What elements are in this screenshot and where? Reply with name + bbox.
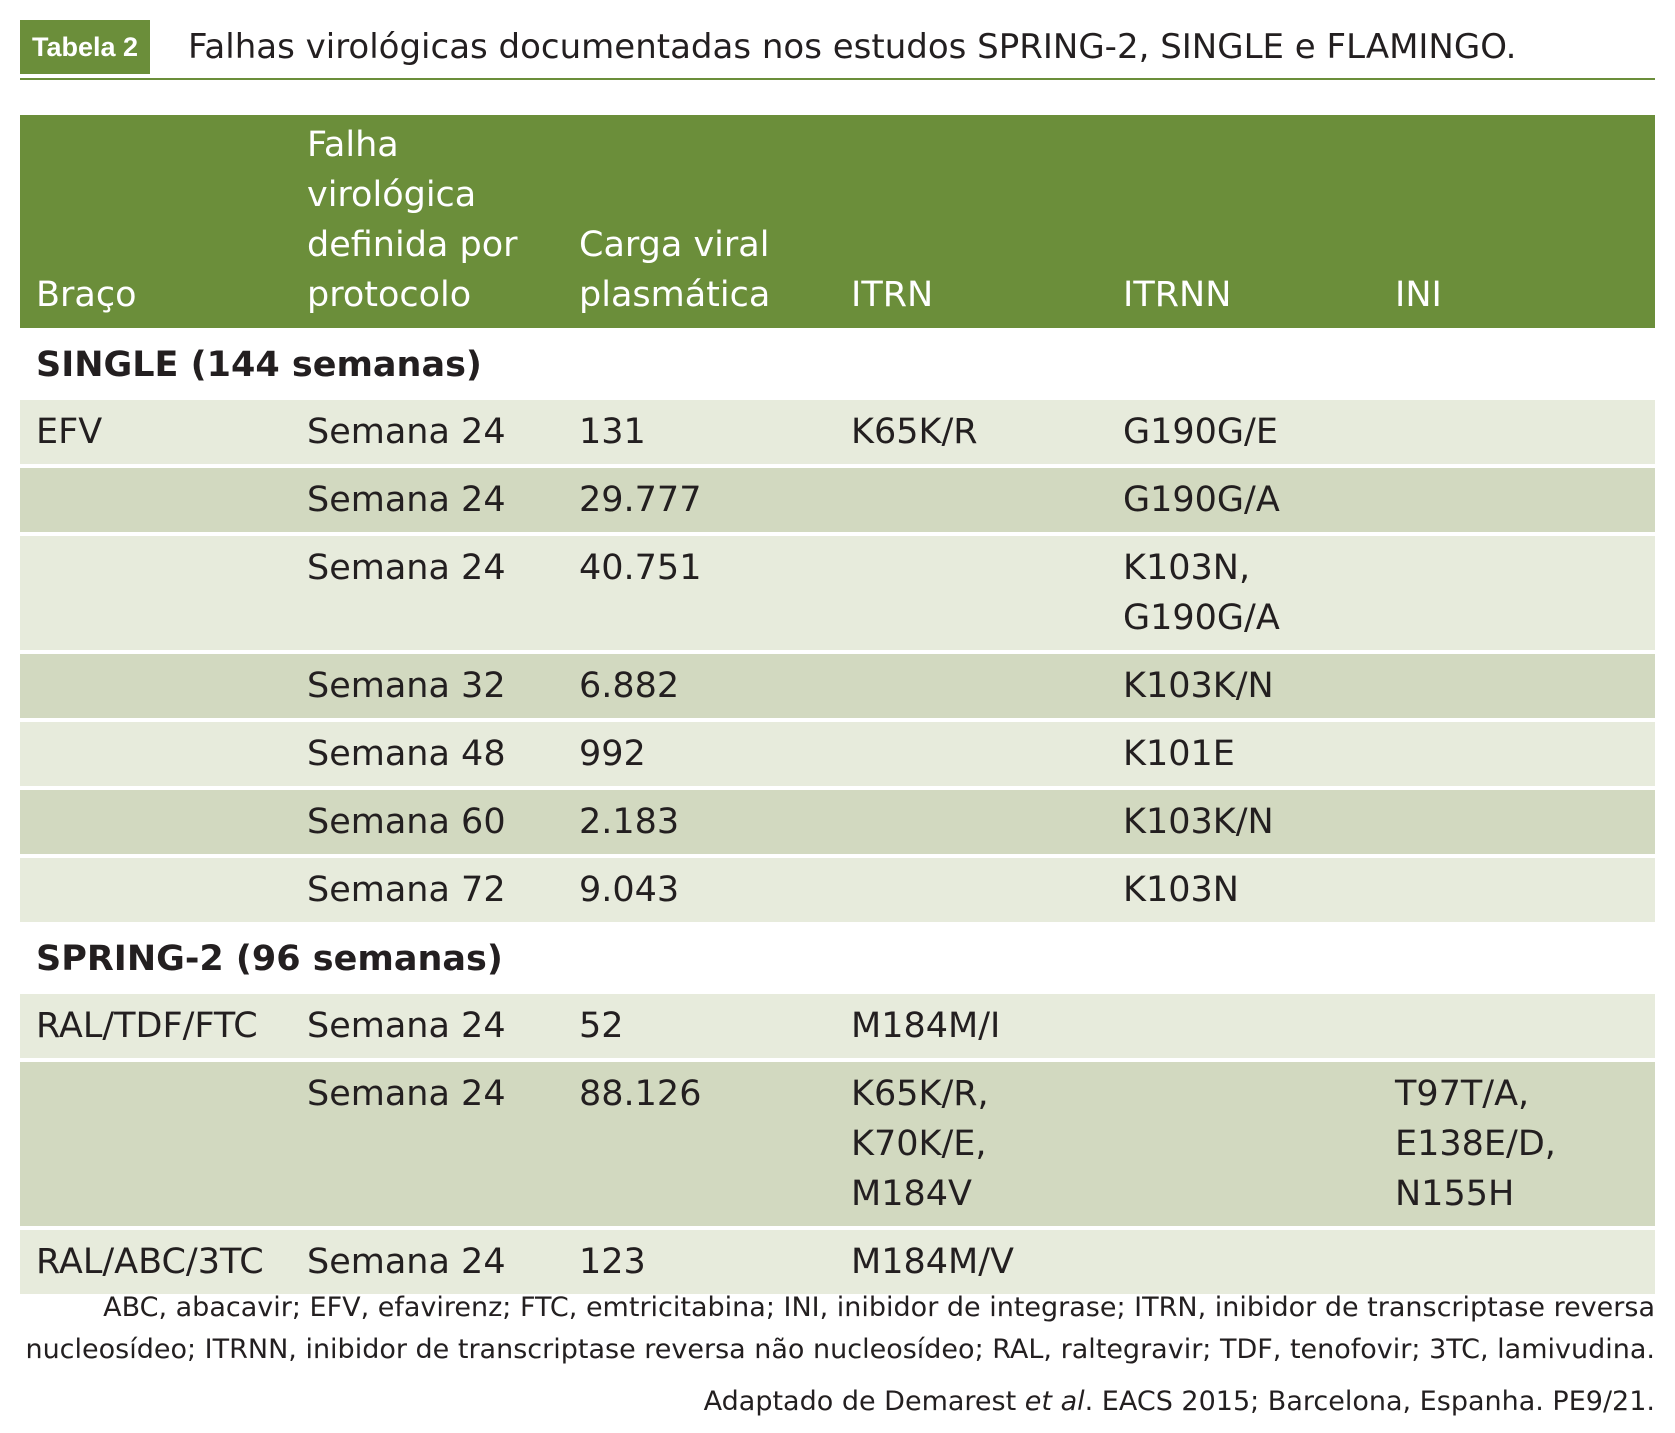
table-row [20, 400, 1655, 466]
section-title: SINGLE (144 semanas) [20, 328, 1655, 400]
cell-carga-viral: 88.126 [563, 1060, 835, 1228]
virologic-failures-table [20, 115, 1655, 1294]
cell-itrnn [1107, 1060, 1379, 1228]
cell-itrnn [1107, 1228, 1379, 1294]
cell-carga-viral: 9.043 [563, 856, 835, 922]
cell-carga-viral: 992 [563, 720, 835, 788]
cell-ini [1379, 466, 1655, 534]
table-caption [20, 20, 1655, 80]
cell-ini [1379, 994, 1655, 1060]
cell-braco [20, 720, 291, 788]
cell-carga-viral: 123 [563, 1228, 835, 1294]
cell-carga-viral: 29.777 [563, 466, 835, 534]
cell-carga-viral: 52 [563, 994, 835, 1060]
cell-falha: Semana 60 [291, 788, 563, 856]
column-header-itrn: ITRN [851, 275, 934, 315]
cell-itrnn: K103N, G190G/A [1107, 534, 1379, 652]
table-number-badge: Tabela 2 [20, 20, 150, 74]
section-title: SPRING-2 (96 semanas) [20, 922, 1655, 994]
cell-ini [1379, 652, 1655, 720]
cell-itrnn: K101E [1107, 720, 1379, 788]
cell-ini [1379, 788, 1655, 856]
cell-ini [1379, 534, 1655, 652]
table-row [20, 1060, 1655, 1228]
cell-falha: Semana 24 [291, 1060, 563, 1228]
table-header-row [20, 115, 1655, 328]
cell-itrn [835, 720, 1107, 788]
column-header-carga-viral: Carga viral plasmática [579, 225, 771, 315]
cell-falha: Semana 32 [291, 652, 563, 720]
cell-braco [20, 466, 291, 534]
table-row [20, 720, 1655, 788]
cell-itrn: M184M/I [835, 994, 1107, 1060]
section-header-spring-2 [20, 922, 1655, 994]
cell-braco: EFV [20, 400, 291, 466]
table-row [20, 1228, 1655, 1294]
column-header-ini: INI [1395, 275, 1442, 315]
cell-braco [20, 534, 291, 652]
cell-braco: RAL/ABC/3TC [20, 1228, 291, 1294]
cell-itrn [835, 534, 1107, 652]
cell-ini: T97T/A, E138E/D, N155H [1379, 1060, 1655, 1228]
cell-falha: Semana 24 [291, 466, 563, 534]
source-suffix: . EACS 2015; Barcelona, Espanha. PE9/21. [1084, 1386, 1655, 1417]
cell-itrnn: K103N [1107, 856, 1379, 922]
cell-carga-viral: 2.183 [563, 788, 835, 856]
cell-falha: Semana 24 [291, 1228, 563, 1294]
table-row [20, 534, 1655, 652]
cell-itrnn: G190G/E [1107, 400, 1379, 466]
column-header-itrnn: ITRNN [1123, 275, 1232, 315]
cell-itrn [835, 856, 1107, 922]
source-citation [20, 1382, 1655, 1422]
table-row [20, 856, 1655, 922]
cell-braco [20, 856, 291, 922]
cell-itrnn [1107, 994, 1379, 1060]
cell-ini [1379, 720, 1655, 788]
cell-itrn [835, 652, 1107, 720]
section-header-single [20, 328, 1655, 400]
cell-itrn: M184M/V [835, 1228, 1107, 1294]
cell-braco [20, 788, 291, 856]
table-row [20, 788, 1655, 856]
cell-itrn: K65K/R [835, 400, 1107, 466]
cell-itrn: K65K/R, K70K/E, M184V [835, 1060, 1107, 1228]
cell-itrn [835, 788, 1107, 856]
cell-falha: Semana 24 [291, 400, 563, 466]
cell-carga-viral: 131 [563, 400, 835, 466]
cell-falha: Semana 72 [291, 856, 563, 922]
source-italic: et al [1024, 1386, 1085, 1417]
cell-falha: Semana 24 [291, 994, 563, 1060]
abbreviations-footnote: ABC, abacavir; EFV, efavirenz; FTC, emtricitabina; INI, inibidor de integrase; ITRN, inibidor de transcriptase reversa nucleosídeo; ITRNN, inibidor de transcriptase reversa não nucleosídeo; RAL, raltegravir; TDF, tenofovir; 3TC, lamivudina. [25, 1292, 1655, 1365]
source-prefix: Adaptado de Demarest [703, 1386, 1025, 1417]
cell-itrnn: G190G/A [1107, 466, 1379, 534]
cell-braco [20, 1060, 291, 1228]
cell-falha: Semana 24 [291, 534, 563, 652]
cell-ini [1379, 856, 1655, 922]
cell-carga-viral: 40.751 [563, 534, 835, 652]
cell-falha: Semana 48 [291, 720, 563, 788]
cell-carga-viral: 6.882 [563, 652, 835, 720]
cell-itrn [835, 466, 1107, 534]
column-header-falha-virologica: Falha virológica definida por protocolo [307, 125, 518, 315]
cell-ini [1379, 400, 1655, 466]
table-row [20, 994, 1655, 1060]
cell-ini [1379, 1228, 1655, 1294]
column-header-braco: Braço [36, 275, 137, 315]
table-title: Falhas virológicas documentadas nos estudos SPRING-2, SINGLE e FLAMINGO. [188, 27, 1517, 67]
cell-braco: RAL/TDF/FTC [20, 994, 291, 1060]
table-row [20, 652, 1655, 720]
cell-braco [20, 652, 291, 720]
cell-itrnn: K103K/N [1107, 652, 1379, 720]
table-row [20, 466, 1655, 534]
cell-itrnn: K103K/N [1107, 788, 1379, 856]
